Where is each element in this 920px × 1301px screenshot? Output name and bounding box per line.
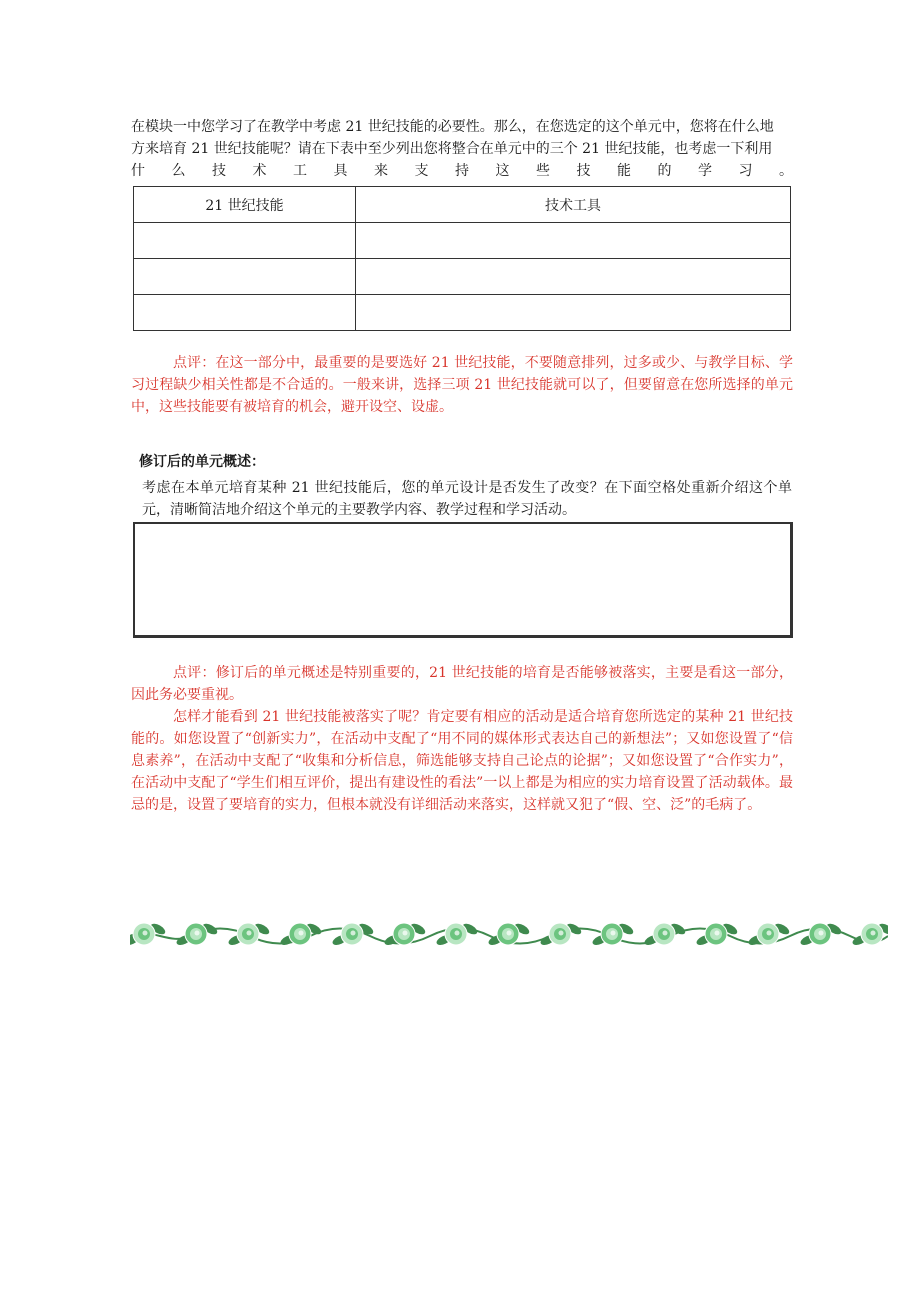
table-cell-tool[interactable]	[356, 295, 791, 331]
intro-line-3-char: 技	[576, 163, 591, 179]
rose-highlight-icon	[611, 931, 616, 936]
comment-1: 点评：在这一部分中，最重要的是要选好 21 世纪技能，不要随意排列，过多或少、与教学目标、学习过程缺少相关性都是不合适的。一般来讲，选择三项 21 世纪技能就可以了，但要留意在您所选择的单元中，这些技能要有被培育的机会，避开设空、设虚。	[131, 355, 793, 415]
rose-highlight-icon	[247, 931, 252, 936]
intro-line-3-char: 些	[536, 163, 550, 179]
skills-table	[133, 186, 791, 331]
intro-paragraph	[131, 116, 793, 182]
table-header-tool: 技术工具	[356, 187, 791, 223]
intro-line-3-char: 工	[293, 163, 307, 179]
intro-line-3-char: 这	[495, 163, 510, 179]
rose-highlight-icon	[351, 931, 356, 936]
rose-vine-border-icon	[130, 912, 888, 954]
table-row	[134, 295, 791, 331]
table-header-skill: 21 世纪技能	[134, 187, 356, 223]
intro-line-2: 方来培育 21 世纪技能呢？请在下表中至少列出您将整合在单元中的三个 21 世纪技能，也考虑一下利用	[131, 141, 773, 157]
rose-highlight-icon	[403, 931, 408, 936]
table-cell-tool[interactable]	[356, 259, 791, 295]
comment-2-paragraph-1: 点评：修订后的单元概述是特别重要的，21 世纪技能的培育是否能够被落实，主要是看这一部分，因此务必要重视。	[131, 665, 793, 703]
intro-line-3-char: 么	[171, 163, 186, 179]
intro-line-3-char: 的	[657, 163, 672, 179]
rose-highlight-icon	[143, 931, 148, 936]
intro-line-3-char: 学	[698, 163, 712, 179]
table-cell-tool[interactable]	[356, 223, 791, 259]
intro-line-3-char: 能	[617, 163, 631, 179]
rose-highlight-icon	[195, 931, 200, 936]
rose-highlight-icon	[559, 931, 564, 936]
table-row	[134, 223, 791, 259]
intro-line-3-char: 什	[131, 163, 145, 179]
rose-highlight-icon	[507, 931, 512, 936]
revised-overview-description: 考虑在本单元培育某种 21 世纪技能后，您的单元设计是否发生了改变？在下面空格处重新介绍这个单元，清晰简洁地介绍这个单元的主要教学内容、教学过程和学习活动。	[142, 480, 792, 518]
intro-line-1: 在模块一中您学习了在教学中考虑 21 世纪技能的必要性。那么，在您选定的这个单元中，您将在什么地	[131, 119, 774, 135]
comment-2	[131, 662, 793, 816]
revised-overview-input-box[interactable]	[133, 522, 793, 638]
table-cell-skill[interactable]	[134, 259, 356, 295]
rose-vine-border-graphic	[130, 912, 888, 954]
rose-highlight-icon	[663, 931, 668, 936]
table-cell-skill[interactable]	[134, 295, 356, 331]
intro-line-3-char: 习	[738, 163, 753, 179]
rose-highlight-icon	[819, 931, 824, 936]
intro-line-3	[131, 160, 793, 182]
rose-highlight-icon	[871, 931, 876, 936]
intro-line-3-char: 技	[212, 163, 226, 179]
table-header-row	[134, 187, 791, 223]
intro-line-3-char: 来	[374, 163, 388, 179]
intro-line-3-char: 支	[414, 163, 429, 179]
rose-highlight-icon	[299, 931, 304, 936]
table-cell-skill[interactable]	[134, 223, 356, 259]
comment-2-paragraph-2: 怎样才能看到 21 世纪技能被落实了呢？肯定要有相应的活动是适合培育您所选定的某种 21 世纪技能的。如您设置了“创新实力”，在活动中支配了“用不同的媒体形式表达自己的新想法”；又如您设置了“信息素养”，在活动中支配了“收集和分析信息，筛选能够支持自己论点的论据”；又如您设置了“合作实力”，在活动中支配了“学生们相互评价，提出有建设性的看法”一以上都是为相应的实力培育设置了活动载体。最忌的是，设置了要培育的实力，但根本就没有详细活动来落实，这样就又犯了“假、空、泛”的毛病了。	[131, 709, 793, 813]
revised-overview-heading: 修订后的单元概述：	[139, 454, 265, 470]
intro-line-3-char: 具	[333, 163, 348, 179]
intro-line-3-char: 。	[779, 163, 793, 179]
rose-highlight-icon	[455, 931, 460, 936]
table-row	[134, 259, 791, 295]
rose-highlight-icon	[715, 931, 720, 936]
intro-line-3-char: 术	[252, 163, 267, 179]
intro-line-3-char: 持	[455, 163, 469, 179]
rose-highlight-icon	[767, 931, 772, 936]
